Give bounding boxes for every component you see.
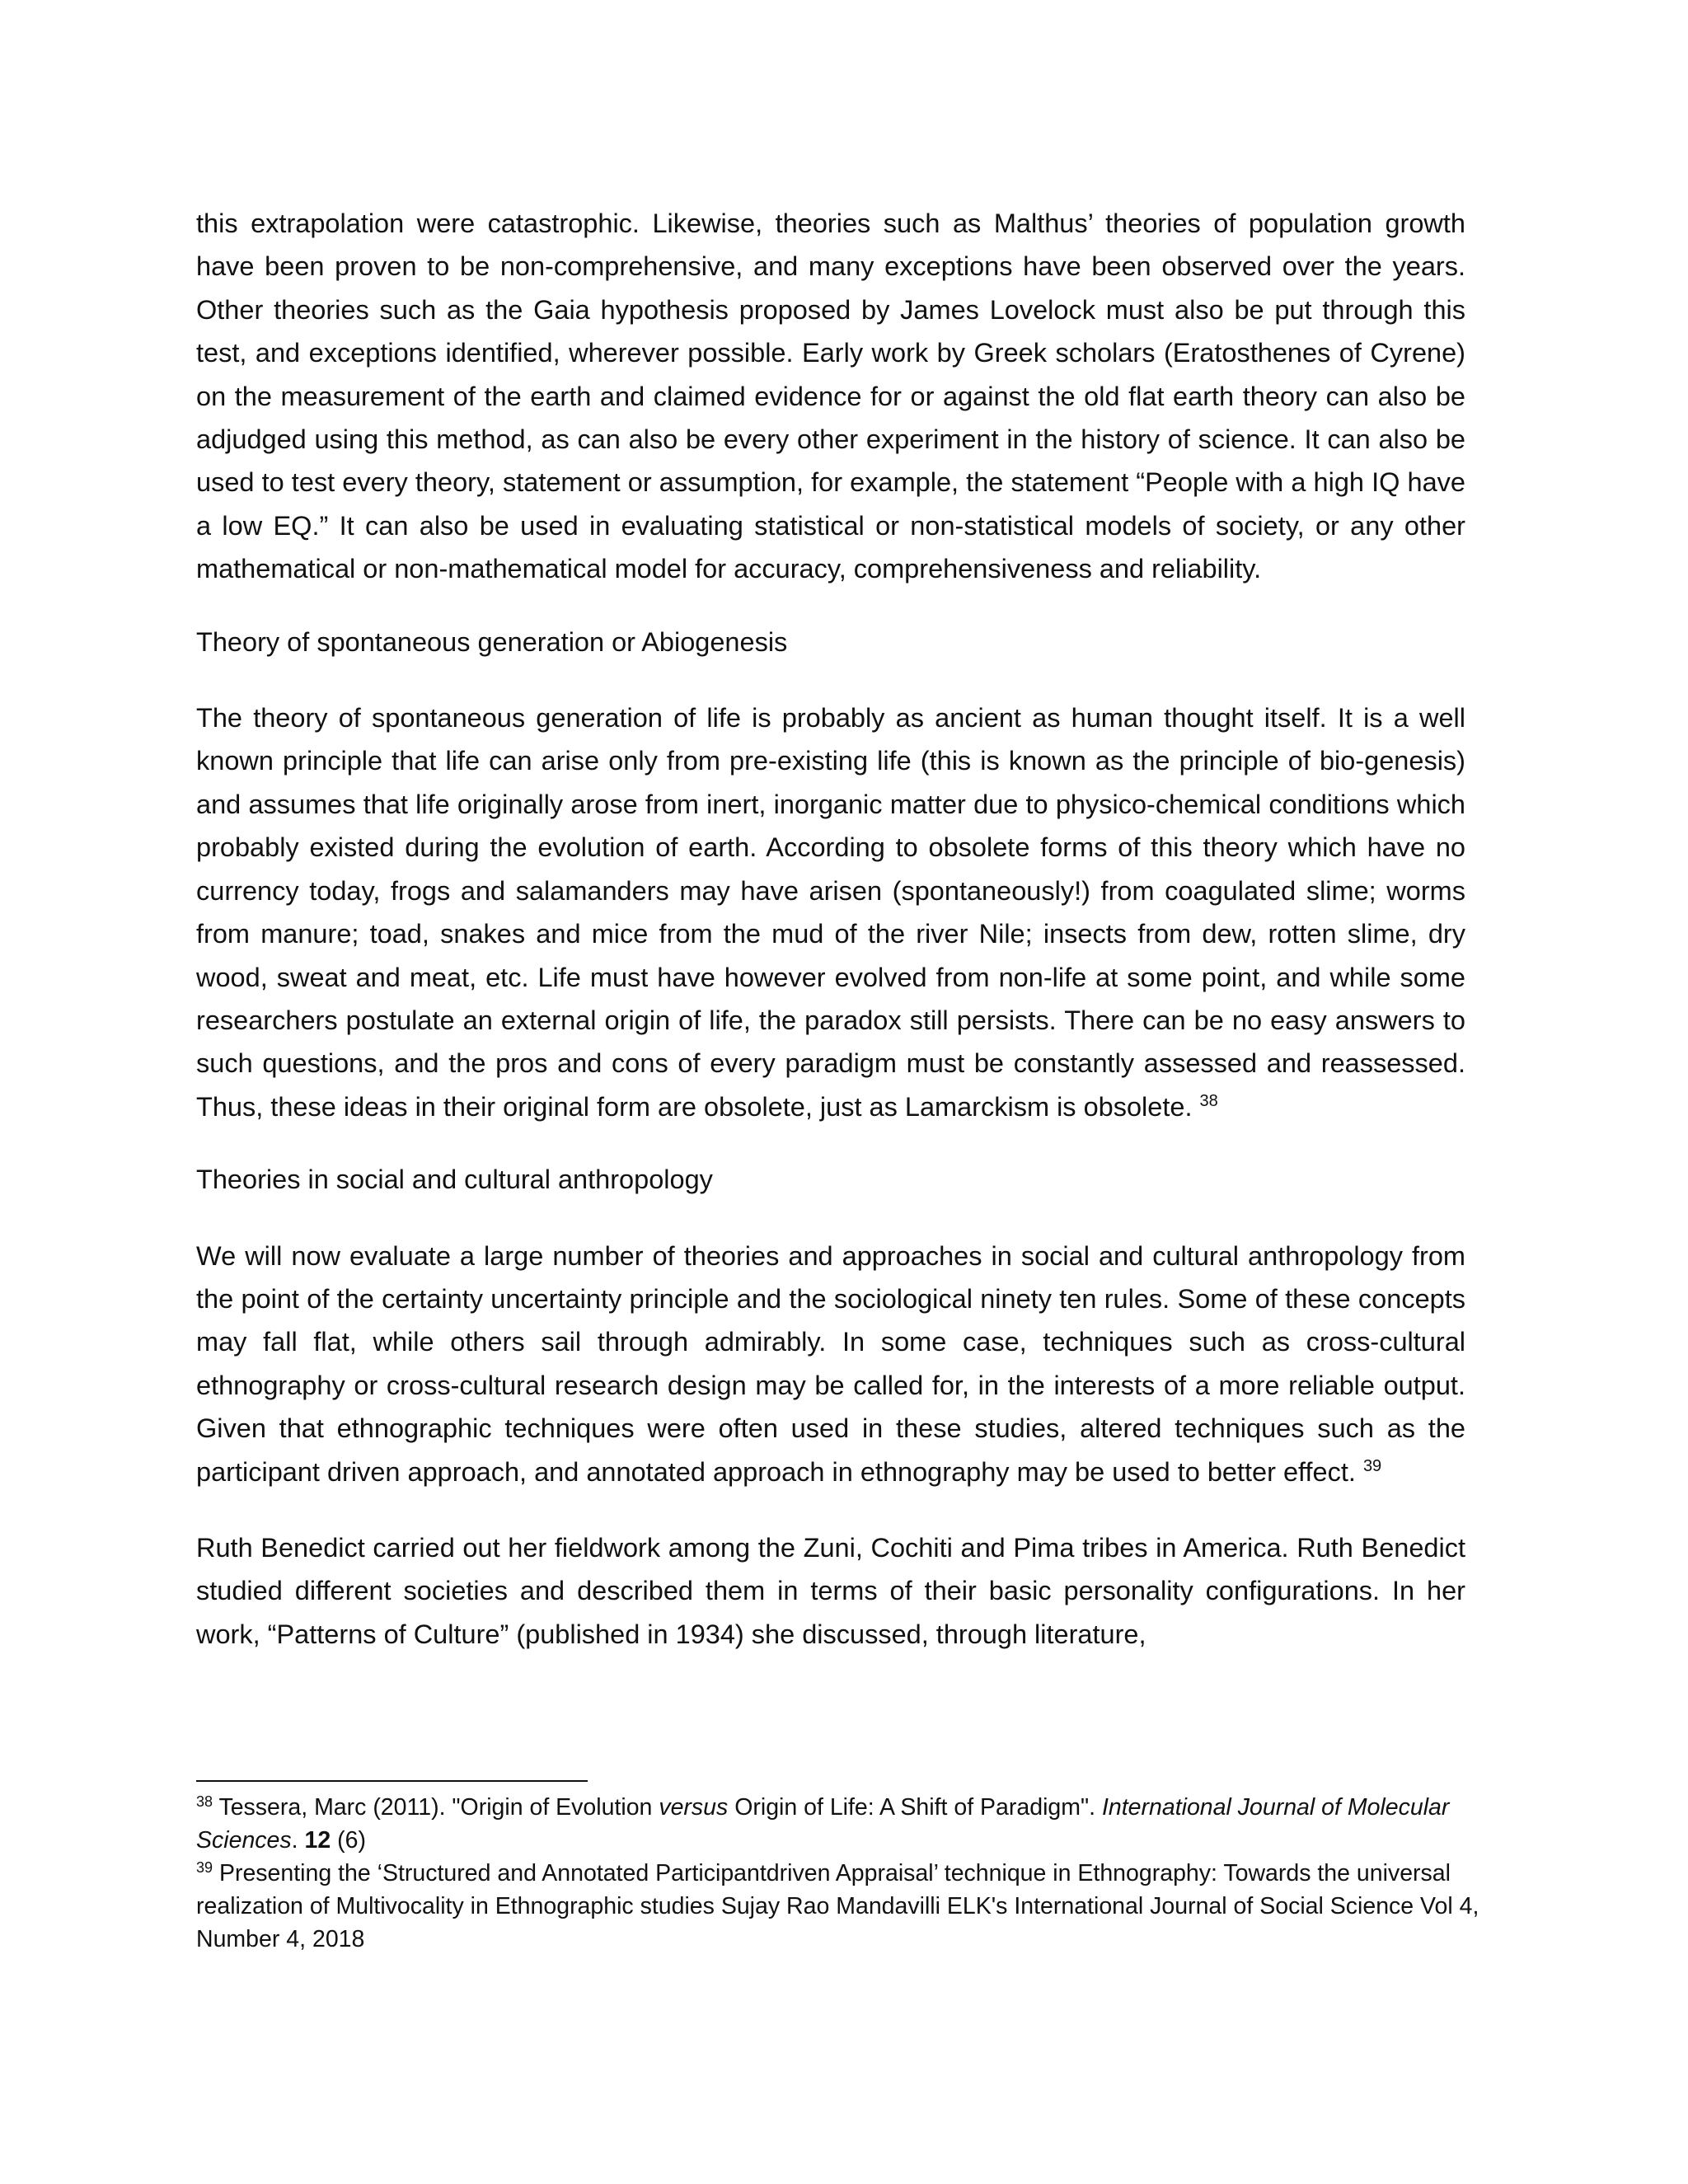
section-heading-abiogenesis: Theory of spontaneous generation or Abiogenesis [196,626,788,657]
footnotes [196,1791,1482,1956]
paragraph-spontaneous-generation [196,696,1465,1128]
footnote-separator [196,1780,588,1782]
footnote-number: 38 [196,1793,213,1810]
paragraph-ruth-benedict: Ruth Benedict carried out her fieldwork among the Zuni, Cochiti and Pima tribes in America. Ruth Benedict studied different societies and described them in terms of their basic personality configurations. In her work, “Patterns of Culture” (published in 1934) she discussed, through literature, [196,1532,1465,1649]
body-text [196,202,1465,1656]
footnote-ref-39[interactable]: 39 [1362,1456,1382,1475]
paragraph-gaia-flat-earth: this extrapolation were catastrophic. Likewise, theories such as Malthus’ theories of population growth have been proven to be non-comprehensive, and many exceptions have been observed over the years. Other theories such as the Gaia hypothesis proposed by James Lovelock must also be put through this test, and exceptions identified, wherever possible. Early work by Greek scholars (Eratosthenes of Cyrene) on the measurement of the earth and claimed evidence for or against the old flat earth theory can also be adjudged using this method, as can also be every other experiment in the history of science. It can also be used to test every theory, statement or assumption, for example, the statement “People with a high IQ have a low EQ.” It can also be used in evaluating statistical or non-statistical models of society, or any other mathematical or non-mathematical model for accuracy, comprehensiveness and reliability. [196,209,1465,584]
footnote-38: $^{38}$ Tessera, Marc (2011). "Origin of Evolution versus Origin of Life: A Shift of Paradigm". International Journal of Molecular Sciences. 12 (6) [196,1793,1450,1854]
paragraph-anthropology-evaluation [196,1235,1465,1493]
footnote-39: $^{39}$ Presenting the ‘Structured and Annotated Participantdriven Appraisal’ technique in Ethnography: Towards the universal realization of Multivocality in Ethnographic studies Sujay Rao Mandavilli ELK's International Journal of Social Science Vol 4, Number 4, 2018 [196,1859,1479,1952]
footnote-number: 39 [196,1859,213,1876]
footnote-ref-38[interactable]: 38 [1199,1091,1218,1110]
section-heading-anthropology: Theories in social and cultural anthropology [196,1165,713,1195]
paragraph-text: The theory of spontaneous generation of life is probably as ancient as human thought itself. It is a well known principle that life can arise only from pre-existing life (this is known as the principle of bio-genesis) and assumes that life originally arose from inert, inorganic matter due to physico-chemical conditions which probably existed during the evolution of earth. According to obsolete forms of this theory which have no currency today, frogs and salamanders may have arisen (spontaneously!) from coagulated slime; worms from manure; toad, snakes and mice from the mud of the river Nile; insects from dew, rotten slime, dry wood, sweat and meat, etc. Life must have however evolved from non-life at some point, and while some researchers postulate an external origin of life, the paradox still persists. There can be no easy answers to such questions, and the pros and cons of every paradigm must be constantly assessed and reassessed. Thus, these ideas in their original form are obsolete, just as Lamarckism is obsolete. [196,703,1465,1122]
paragraph-text: We will now evaluate a large number of theories and approaches in social and cultural anthropology from the point of the certainty uncertainty principle and the sociological ninety ten rules. Some of these concepts may fall flat, while others sail through admirably. In some case, techniques such as cross-cultural ethnography or cross-cultural research design may be called for, in the interests of a more reliable output. Given that ethnographic techniques were often used in these studies, altered techniques such as the participant driven approach, and annotated approach in ethnography may be used to better effect. [196,1240,1465,1487]
